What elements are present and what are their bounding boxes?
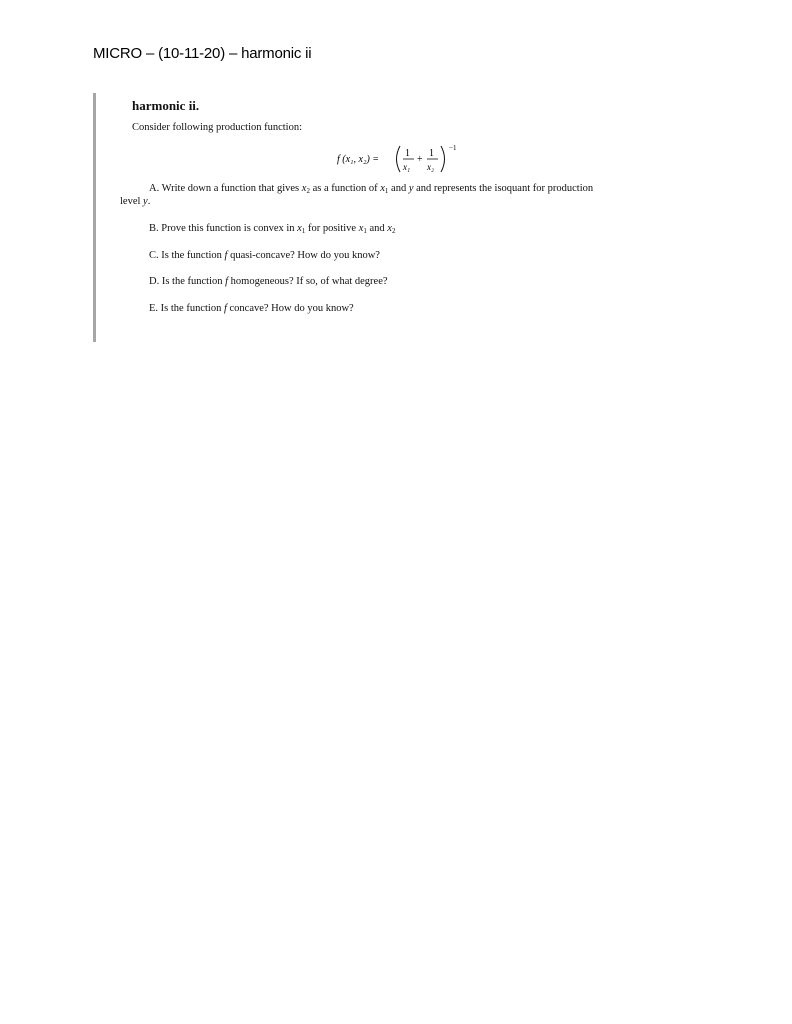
problem-title: harmonic ii. — [132, 98, 200, 113]
fraction1-numerator: 1 — [405, 148, 410, 159]
equation-plus: + — [417, 154, 423, 165]
part-e: E. Is the function f concave? How do you know? — [149, 303, 354, 314]
left-paren — [397, 146, 401, 172]
fraction2-denominator: x₂ — [427, 162, 435, 172]
part-d: D. Is the function f homogeneous? If so, of what degree? — [149, 276, 388, 287]
fraction2-numerator: 1 — [429, 148, 434, 159]
part-a-line1: A. Write down a function that gives $x_2$ as a function of $x_1$ and y and represents the isoquant for production — [149, 183, 594, 195]
equation-lhs: f (x₁, x₂) = — [337, 154, 380, 165]
part-a-line2: level y. — [120, 196, 151, 207]
part-b: B. Prove this function is convex in $x_1$ for positive $x_1$ and $x_2$ — [149, 223, 396, 235]
production-function-equation — [337, 142, 467, 176]
page-header-title: MICRO – (10-11-20) – harmonic ii — [93, 45, 312, 62]
fraction1-denominator: x₁ — [403, 162, 411, 172]
part-c: C. Is the function f quasi-concave? How do you know? — [149, 250, 380, 261]
equation-exponent: −1 — [449, 144, 457, 152]
right-paren — [441, 146, 445, 172]
problem-intro: Consider following production function: — [132, 122, 303, 133]
